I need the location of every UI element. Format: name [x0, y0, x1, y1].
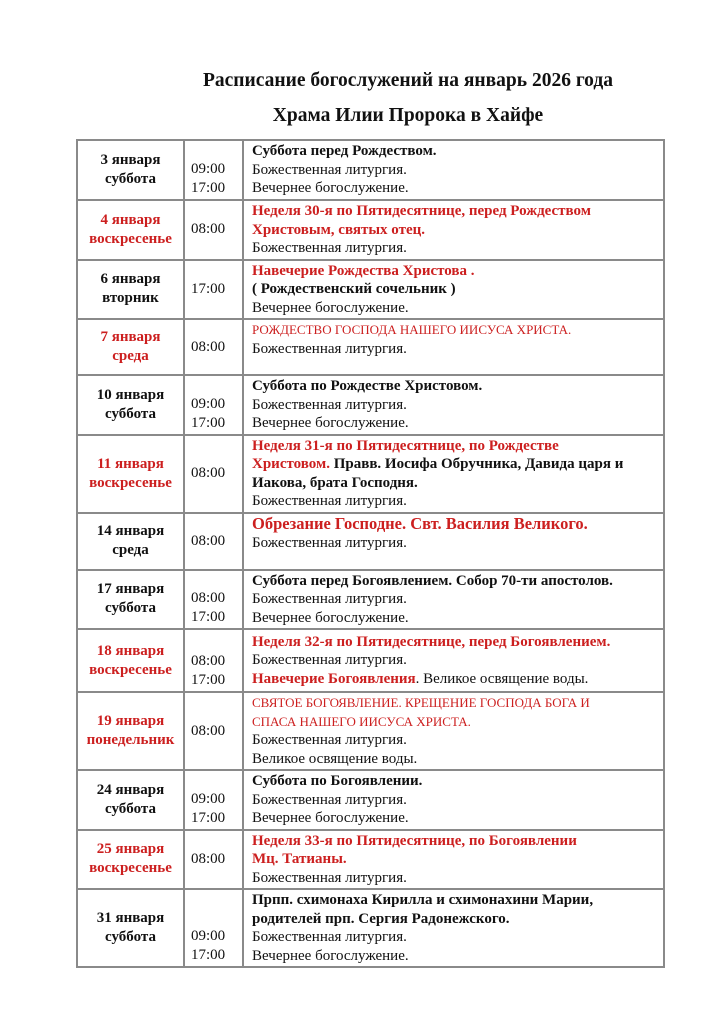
service-name: Божественная литургия.: [252, 591, 407, 607]
description-cell: [243, 770, 664, 830]
feast-title: СПАСА НАШЕГО ИИСУСА ХРИСТА.: [252, 713, 471, 729]
description-line: [252, 910, 663, 929]
service-time: 17:00: [191, 809, 226, 826]
schedule-row: [77, 200, 664, 260]
service-time: 17:00: [191, 280, 226, 297]
time-cell: [184, 629, 243, 692]
description-line: [252, 928, 663, 947]
service-name: Божественная литургия.: [252, 929, 407, 945]
commemoration-title: ( Рождественский сочельник ): [252, 281, 456, 297]
time-cell: [184, 889, 243, 967]
description-line: [252, 161, 663, 180]
service-name: Божественная литургия.: [252, 240, 407, 256]
weekday-label: суббота: [105, 800, 156, 817]
service-name: Вечернее богослужение.: [252, 180, 409, 197]
feast-title: Мц. Татианы.: [252, 851, 347, 867]
description-cell: [243, 319, 664, 375]
schedule-table: [76, 139, 665, 968]
description-line: [252, 239, 663, 258]
description-line: [252, 492, 663, 511]
date-label: 14 января: [96, 523, 165, 539]
schedule-row: [77, 140, 664, 200]
service-name: Вечернее богослужение.: [252, 810, 409, 826]
schedule-row: [77, 260, 664, 320]
service-name: Вечернее богослужение.: [252, 299, 409, 316]
schedule-row: [77, 375, 664, 435]
date-cell: [77, 889, 184, 967]
date-cell: [77, 260, 184, 320]
description-line: [252, 750, 663, 769]
service-name: Божественная литургия.: [252, 652, 407, 669]
time-cell: [184, 319, 243, 375]
date-cell: [77, 830, 184, 890]
feast-title: СВЯТОЕ БОГОЯВЛЕНИЕ. КРЕЩЕНИЕ ГОСПОДА БОГА И: [252, 695, 590, 710]
description-line: [252, 455, 663, 474]
service-time: 08:00: [191, 722, 226, 739]
description-line: [252, 396, 663, 415]
date-cell: [77, 375, 184, 435]
feast-title: Неделя 31-я по Пятидесятнице, по Рождестве: [252, 437, 559, 454]
service-name: . Великое освящение воды.: [415, 670, 589, 687]
description-line: [252, 572, 663, 591]
date-cell: [77, 629, 184, 692]
date-label: 17 января: [96, 581, 165, 598]
description-line: [252, 772, 663, 791]
service-name: Божественная литургия.: [252, 493, 407, 509]
date-cell: [77, 200, 184, 260]
date-label: 25 января: [96, 841, 165, 858]
commemoration-title: Суббота перед Богоявлением. Собор 70-ти апостолов.: [252, 572, 613, 589]
date-label: 3 января: [100, 152, 161, 168]
date-label: 10 января: [96, 386, 165, 403]
description-line: [252, 869, 663, 888]
description-line: [252, 474, 663, 493]
description-cell: [243, 692, 664, 770]
service-time: 08:00: [191, 221, 226, 238]
service-time: 08:00: [191, 590, 226, 606]
feast-title: Обрезание Господне. Свт. Василия Великого.: [252, 513, 588, 533]
description-line: [252, 202, 663, 221]
feast-title: Неделя 32-я по Пятидесятнице, перед Богоявлением.: [252, 633, 611, 650]
description-line: [252, 609, 663, 628]
feast-title: Навечерие Богоявления: [252, 670, 416, 687]
description-line: [252, 670, 663, 689]
description-line: [252, 590, 663, 609]
date-label: 11 января: [97, 455, 164, 472]
service-name: Вечернее богослужение.: [252, 609, 409, 626]
description-cell: [243, 889, 664, 967]
weekday-label: суббота: [105, 929, 156, 945]
time-cell: [184, 375, 243, 435]
feast-title: Неделя 30-я по Пятидесятнице, перед Рождеством: [252, 203, 591, 219]
date-label: 31 января: [96, 910, 165, 926]
description-cell: [243, 629, 664, 692]
description-line: [252, 377, 663, 396]
feast-title: Христовом.: [252, 456, 330, 472]
description-cell: [243, 830, 664, 890]
feast-title: РОЖДЕСТВО ГОСПОДА НАШЕГО ИИСУСА ХРИСТА.: [252, 322, 572, 337]
description-line: [252, 179, 663, 198]
date-label: 24 января: [96, 781, 165, 798]
description-line: [252, 534, 663, 553]
commemoration-title: Суббота по Богоявлении.: [252, 773, 423, 789]
description-cell: [243, 435, 664, 513]
date-cell: [77, 319, 184, 375]
service-name: Божественная литургия.: [252, 161, 407, 178]
weekday-label: воскресенье: [89, 860, 172, 877]
time-cell: [184, 260, 243, 320]
commemoration-title: Правв. Иосифа Обручника, Давида царя и: [333, 456, 624, 472]
service-time: 08:00: [191, 465, 226, 481]
service-name: Божественная литургия.: [252, 732, 407, 748]
time-cell: [184, 140, 243, 200]
schedule-row: [77, 830, 664, 890]
commemoration-title: Суббота перед Рождеством.: [252, 143, 437, 160]
date-cell: [77, 692, 184, 770]
date-cell: [77, 513, 184, 570]
description-cell: [243, 200, 664, 260]
description-line: [252, 262, 663, 281]
time-cell: [184, 435, 243, 513]
weekday-label: суббота: [105, 405, 156, 422]
service-time: 09:00: [191, 395, 226, 412]
weekday-label: суббота: [105, 600, 156, 617]
description-cell: [243, 260, 664, 320]
schedule-row: [77, 513, 664, 570]
description-line: [252, 340, 663, 359]
service-time: 08:00: [191, 850, 226, 867]
service-name: Великое освящение воды.: [252, 750, 418, 767]
time-cell: [184, 513, 243, 570]
description-line: [252, 809, 663, 828]
service-time: 17:00: [191, 609, 226, 625]
service-name: Божественная литургия.: [252, 340, 407, 357]
time-cell: [184, 830, 243, 890]
date-label: 6 января: [100, 271, 161, 288]
schedule-row: [77, 770, 664, 830]
schedule-row: [77, 435, 664, 513]
weekday-label: среда: [112, 348, 149, 364]
commemoration-title: Прпп. схимонаха Кирилла и схимонахини Марии,: [252, 892, 594, 908]
schedule-row: [77, 692, 664, 770]
weekday-label: воскресенье: [89, 661, 172, 678]
weekday-label: среда: [112, 542, 149, 558]
description-line: [252, 515, 663, 535]
weekday-label: воскресенье: [89, 474, 172, 491]
schedule-row: [77, 570, 664, 630]
commemoration-title: Иакова, брата Господня.: [252, 474, 418, 491]
weekday-label: понедельник: [86, 732, 175, 748]
weekday-label: вторник: [102, 290, 159, 307]
description-line: [252, 694, 663, 713]
description-line: [252, 850, 663, 869]
schedule-row: [77, 889, 664, 967]
service-time: 08:00: [191, 532, 226, 549]
date-label: 18 января: [96, 642, 165, 659]
date-label: 7 января: [100, 329, 161, 345]
description-line: [252, 321, 663, 340]
time-cell: [184, 570, 243, 630]
date-cell: [77, 140, 184, 200]
service-time: 09:00: [191, 928, 226, 944]
service-time: 09:00: [191, 161, 226, 177]
time-cell: [184, 770, 243, 830]
page-subtitle: Храма Илии Пророка в Хайфе: [272, 105, 544, 126]
feast-title: Христовым, святых отец.: [252, 221, 426, 238]
service-name: Вечернее богослужение.: [252, 415, 409, 431]
service-name: Божественная литургия.: [252, 791, 407, 808]
description-line: [252, 437, 663, 456]
time-cell: [184, 200, 243, 260]
service-time: 17:00: [191, 672, 226, 688]
description-line: [252, 791, 663, 810]
date-cell: [77, 570, 184, 630]
service-time: 17:00: [191, 180, 226, 196]
schedule-row: [77, 319, 664, 375]
description-line: [252, 221, 663, 240]
description-line: [252, 142, 663, 161]
date-cell: [77, 435, 184, 513]
description-line: [252, 280, 663, 299]
description-line: [252, 651, 663, 670]
service-time: 08:00: [191, 653, 226, 669]
schedule-row: [77, 629, 664, 692]
service-name: Божественная литургия.: [252, 396, 407, 413]
service-name: Божественная литургия.: [252, 869, 407, 886]
description-line: [252, 299, 663, 318]
feast-title: Неделя 33-я по Пятидесятнице, по Богоявлении: [252, 832, 577, 849]
description-line: [252, 947, 663, 966]
description-line: [252, 832, 663, 851]
description-line: [252, 414, 663, 433]
service-time: 08:00: [191, 338, 226, 355]
weekday-label: воскресенье: [89, 230, 172, 247]
date-cell: [77, 770, 184, 830]
service-time: 17:00: [191, 414, 226, 431]
description-line: [252, 891, 663, 910]
commemoration-title: Суббота по Рождестве Христовом.: [252, 378, 483, 394]
weekday-label: суббота: [105, 171, 156, 187]
date-label: 19 января: [96, 713, 165, 729]
description-cell: [243, 375, 664, 435]
description-cell: [243, 513, 664, 570]
service-time: 09:00: [191, 790, 226, 807]
description-cell: [243, 570, 664, 630]
description-line: [252, 713, 663, 732]
service-name: Вечернее богослужение.: [252, 947, 409, 964]
service-time: 17:00: [191, 947, 226, 963]
date-label: 4 января: [100, 211, 161, 228]
description-line: [252, 633, 663, 652]
description-cell: [243, 140, 664, 200]
service-name: Божественная литургия.: [252, 535, 407, 551]
commemoration-title: родителей прп. Сергия Радонежского.: [252, 910, 510, 927]
time-cell: [184, 692, 243, 770]
description-line: [252, 731, 663, 750]
page-title: Расписание богослужений на январь 2026 года: [202, 70, 613, 91]
feast-title: Навечерие Рождества Христова .: [252, 262, 475, 279]
